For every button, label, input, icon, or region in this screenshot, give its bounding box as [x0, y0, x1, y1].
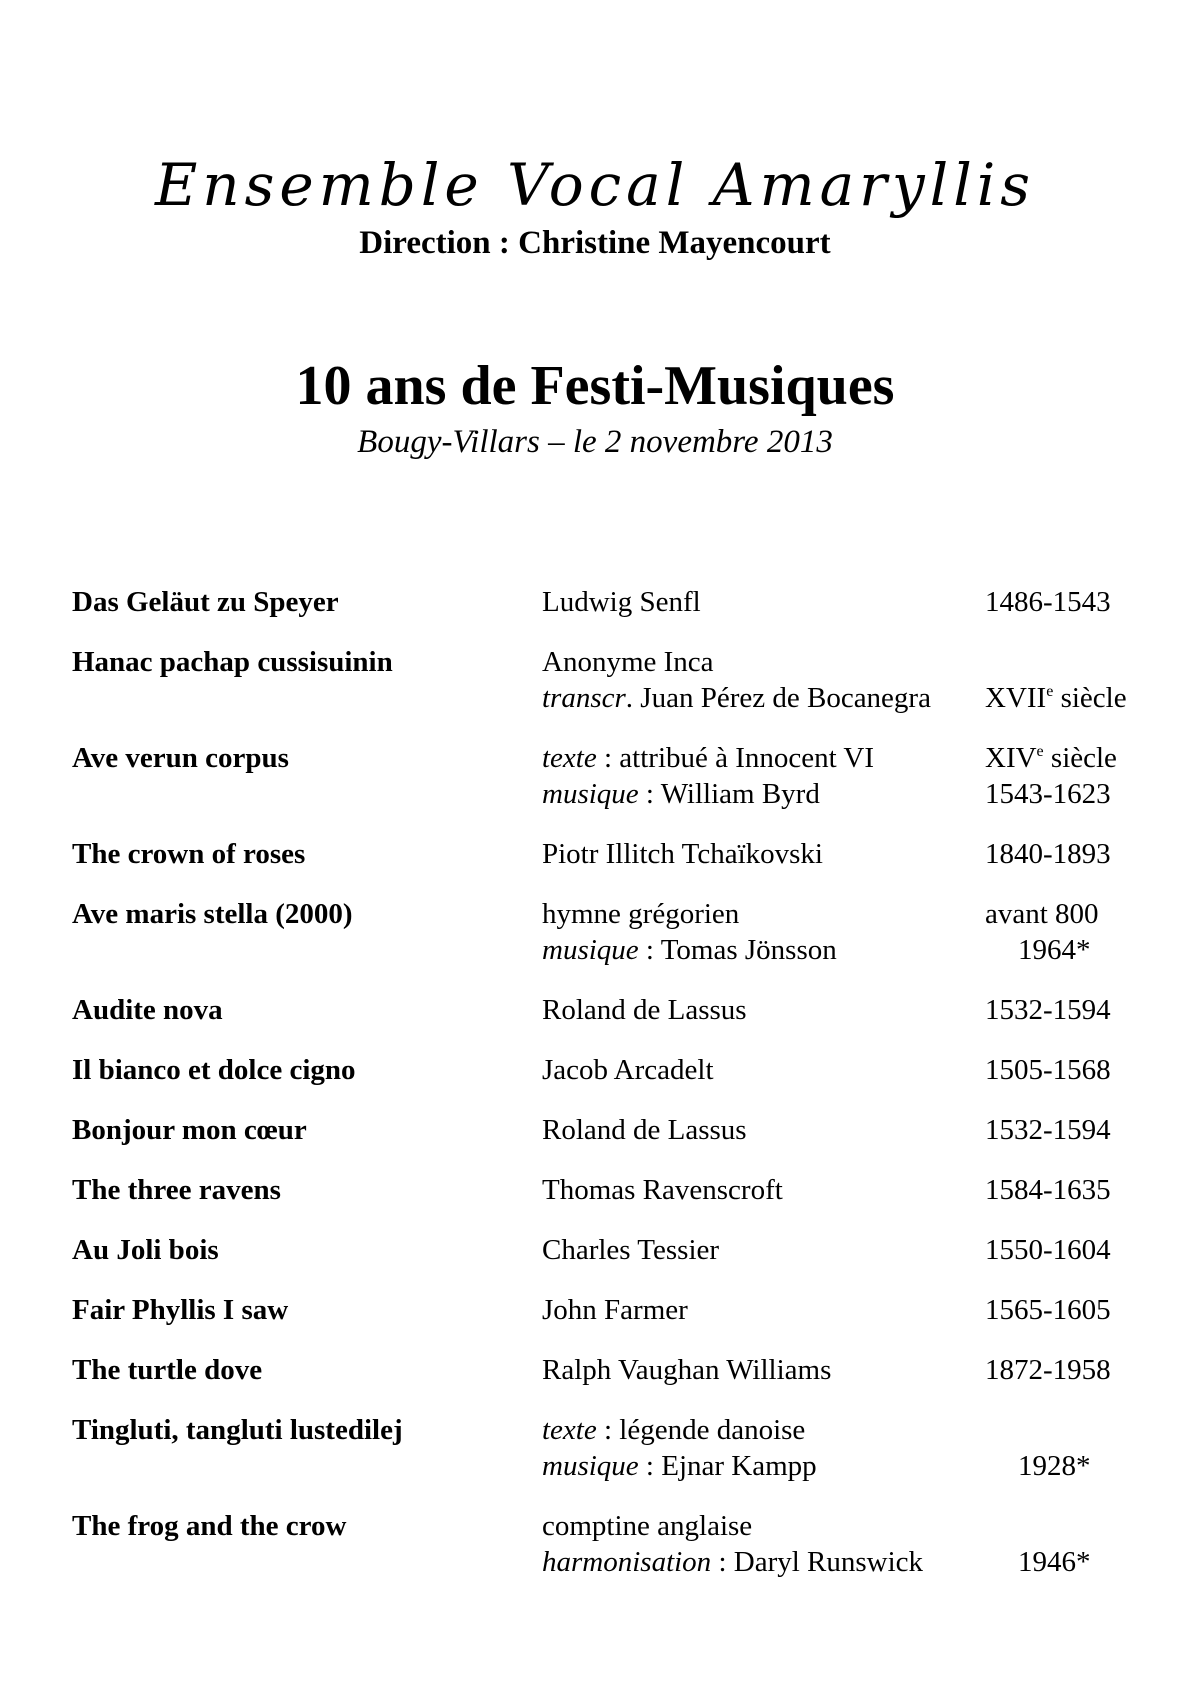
- direction-line: Direction : Christine Mayencourt: [359, 225, 831, 261]
- credit-role: transcr: [542, 682, 626, 714]
- composer-dates: [985, 776, 1111, 812]
- piece-title: The turtle dove: [72, 1354, 263, 1386]
- programme-row: [0, 1232, 1190, 1268]
- composer-dates: [1018, 932, 1091, 968]
- ensemble-name: Ensemble Vocal Amaryllis: [154, 151, 1036, 219]
- date-superscript: e: [1036, 743, 1044, 760]
- piece-title: Ave maris stella (2000): [72, 898, 353, 930]
- piece-title: Audite nova: [72, 994, 223, 1026]
- programme-row: [0, 1112, 1190, 1148]
- composer-credit: [542, 584, 701, 620]
- date-main: 1565-1605: [985, 1294, 1111, 1326]
- credit-line: [0, 680, 1190, 716]
- composer-dates: [985, 740, 1117, 776]
- programme-row: [0, 896, 1190, 968]
- composer-name: Ludwig Senfl: [542, 586, 701, 618]
- programme-row: [0, 1172, 1190, 1208]
- composer-name: Roland de Lassus: [542, 1114, 747, 1146]
- credit-role: musique: [542, 934, 639, 966]
- venue-date: Bougy-Villars – le 2 novembre 2013: [357, 424, 833, 460]
- programme-row: [0, 992, 1190, 1028]
- credit-line: [0, 1508, 1190, 1544]
- composer-credit: [542, 1112, 747, 1148]
- credit-line: [0, 1172, 1190, 1208]
- credit-role: texte: [542, 742, 597, 774]
- credit-separator: .: [625, 682, 641, 714]
- composer-dates: [985, 1172, 1111, 1208]
- composer-dates: [985, 1292, 1111, 1328]
- composer-credit: [542, 836, 823, 872]
- composer-credit: [542, 1544, 923, 1580]
- composer-dates: [985, 584, 1111, 620]
- composer-name: attribué à Innocent VI: [619, 742, 875, 774]
- composer-dates: [985, 1052, 1111, 1088]
- date-main: 1584-1635: [985, 1174, 1111, 1206]
- composer-credit: [542, 1412, 805, 1448]
- credit-line: [0, 836, 1190, 872]
- concert-title: 10 ans de Festi-Musiques: [295, 355, 895, 417]
- composer-credit: [542, 1448, 817, 1484]
- composer-credit: [542, 1052, 714, 1088]
- credit-separator: :: [638, 1450, 662, 1482]
- piece-title: The crown of roses: [72, 838, 306, 870]
- piece-title: Ave verun corpus: [72, 742, 289, 774]
- composer-credit: [542, 896, 739, 932]
- date-main: 1840-1893: [985, 838, 1111, 870]
- credit-line: [0, 584, 1190, 620]
- piece-title: Bonjour mon cœur: [72, 1114, 307, 1146]
- credit-line: [0, 896, 1190, 932]
- credit-line: [0, 1412, 1190, 1448]
- date-superscript: e: [1046, 683, 1054, 700]
- credit-line: [0, 1544, 1190, 1580]
- credit-role: musique: [542, 778, 639, 810]
- composer-name: Juan Pérez de Bocanegra: [640, 682, 931, 714]
- piece-title: Il bianco et dolce cigno: [72, 1054, 356, 1086]
- piece-title: Tingluti, tangluti lustedilej: [72, 1414, 403, 1446]
- credit-line: [0, 776, 1190, 812]
- date-main: avant 800: [985, 898, 1099, 930]
- credit-line: [0, 740, 1190, 776]
- date-main: 1532-1594: [985, 1114, 1111, 1146]
- programme-row: [0, 740, 1190, 812]
- composer-name: Anonyme Inca: [542, 646, 714, 678]
- piece-title: Fair Phyllis I saw: [72, 1294, 289, 1326]
- date-main: XVII: [985, 682, 1047, 714]
- date-main: 1543-1623: [985, 778, 1111, 810]
- credit-role: musique: [542, 1450, 639, 1482]
- piece-title: Au Joli bois: [72, 1234, 219, 1266]
- composer-credit: [542, 776, 820, 812]
- composer-dates: [985, 1112, 1111, 1148]
- programme-row: [0, 1292, 1190, 1328]
- composer-credit: [542, 740, 874, 776]
- composer-dates: [985, 680, 1127, 716]
- programme-row: [0, 1412, 1190, 1484]
- composer-credit: [542, 1508, 752, 1544]
- composer-credit: [542, 1292, 688, 1328]
- credit-role: harmonisation: [542, 1546, 712, 1578]
- date-tail: siècle: [1053, 682, 1127, 714]
- composer-name: Roland de Lassus: [542, 994, 747, 1026]
- date-main: 1928*: [1018, 1450, 1091, 1482]
- date-tail: siècle: [1043, 742, 1117, 774]
- composer-credit: [542, 644, 714, 680]
- programme-row: [0, 584, 1190, 620]
- programme-row: [0, 1508, 1190, 1580]
- composer-name: Tomas Jönsson: [660, 934, 837, 966]
- credit-line: [0, 1448, 1190, 1484]
- composer-credit: [542, 992, 747, 1028]
- composer-dates: [985, 1352, 1111, 1388]
- composer-credit: [542, 680, 931, 716]
- composer-credit: [542, 1352, 831, 1388]
- programme-row: [0, 836, 1190, 872]
- credit-separator: :: [638, 778, 661, 810]
- composer-name: hymne grégorien: [542, 898, 740, 930]
- piece-title: The frog and the crow: [72, 1510, 347, 1542]
- composer-name: légende danoise: [619, 1414, 806, 1446]
- composer-credit: [542, 932, 837, 968]
- credit-line: [0, 992, 1190, 1028]
- credit-line: [0, 644, 1190, 680]
- composer-name: Charles Tessier: [542, 1234, 720, 1266]
- credit-line: [0, 1352, 1190, 1388]
- composer-dates: [985, 992, 1111, 1028]
- composer-dates: [985, 896, 1099, 932]
- date-main: 1964*: [1018, 934, 1091, 966]
- programme-row: [0, 1352, 1190, 1388]
- credit-separator: :: [711, 1546, 734, 1578]
- programme-row: [0, 1052, 1190, 1088]
- composer-name: comptine anglaise: [542, 1510, 753, 1542]
- composer-dates: [985, 1232, 1111, 1268]
- credit-separator: :: [638, 934, 661, 966]
- composer-dates: [985, 836, 1111, 872]
- credit-line: [0, 932, 1190, 968]
- composer-credit: [542, 1232, 719, 1268]
- credit-line: [0, 1052, 1190, 1088]
- composer-name: John Farmer: [542, 1294, 688, 1326]
- composer-name: Piotr Illitch Tchaïkovski: [542, 838, 823, 870]
- composer-dates: [1018, 1544, 1091, 1580]
- piece-title: Hanac pachap cussisuinin: [72, 646, 393, 678]
- credit-role: texte: [542, 1414, 597, 1446]
- credit-line: [0, 1112, 1190, 1148]
- composer-name: Daryl Runswick: [733, 1546, 924, 1578]
- composer-name: Ejnar Kampp: [661, 1450, 817, 1482]
- date-main: 1486-1543: [985, 586, 1111, 618]
- date-main: 1505-1568: [985, 1054, 1111, 1086]
- date-main: XIV: [985, 742, 1037, 774]
- composer-dates: [1018, 1448, 1091, 1484]
- credit-line: [0, 1292, 1190, 1328]
- credit-separator: :: [596, 742, 620, 774]
- composer-credit: [542, 1172, 783, 1208]
- composer-name: Thomas Ravenscroft: [542, 1174, 783, 1206]
- piece-title: The three ravens: [72, 1174, 281, 1206]
- date-main: 1872-1958: [985, 1354, 1111, 1386]
- piece-title: Das Geläut zu Speyer: [72, 586, 339, 618]
- programme-row: [0, 644, 1190, 716]
- date-main: 1946*: [1018, 1546, 1091, 1578]
- composer-name: Jacob Arcadelt: [542, 1054, 714, 1086]
- date-main: 1550-1604: [985, 1234, 1111, 1266]
- composer-name: William Byrd: [660, 778, 820, 810]
- credit-separator: :: [596, 1414, 620, 1446]
- credit-line: [0, 1232, 1190, 1268]
- date-main: 1532-1594: [985, 994, 1111, 1026]
- composer-name: Ralph Vaughan Williams: [542, 1354, 832, 1386]
